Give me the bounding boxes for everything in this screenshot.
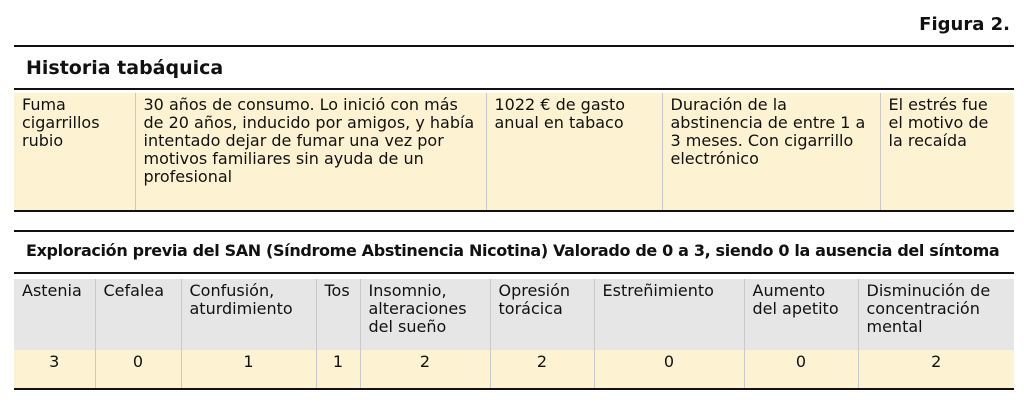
symptom-insomnio: Insomnio, alteraciones del sueño [360,279,490,353]
exploration-top-rule [14,230,1014,232]
history-title: Historia tabáquica [26,57,224,79]
symptom-cefalea: Cefalea [95,279,181,353]
history-cell-type: Fuma cigarrillos rubio [22,95,100,150]
top-rule [14,45,1014,47]
history-row [14,93,1014,210]
history-cell-consumption: 30 años de consumo. Lo inició con más de 20 años, inducido por amigos, y había intentado dejar de fumar una vez por motivos familiares sin ayuda de un profesional [135,93,486,210]
value-cefalea: 0 [95,350,181,389]
value-concentracion: 2 [858,350,1014,389]
figure-label: Figura 2. [919,14,1010,35]
history-rule [14,88,1014,90]
symptom-estrenimiento: Estreñimiento [594,279,744,353]
value-apetito: 0 [744,350,858,389]
symptom-apetito: Aumento del apetito [744,279,858,353]
symptoms-header-row [14,279,1014,353]
symptoms-values-table [14,350,1014,389]
symptom-tos: Tos [316,279,360,353]
symptoms-header-table [14,279,1014,353]
exploration-rule [14,272,1014,274]
bottom-rule [14,388,1014,390]
value-insomnio: 2 [360,350,490,389]
symptom-opresion: Opresión torácica [490,279,594,353]
symptom-astenia: Astenia [22,281,82,300]
symptom-concentracion: Disminución de concentración mental [858,279,1014,353]
value-astenia: 3 [49,352,60,371]
history-cell-abstinence: Duración de la abstinencia de entre 1 a 3 meses. Con cigarrillo electrónico [662,93,880,210]
history-cell-relapse: El estrés fue el motivo de la recaída [880,93,1014,210]
value-tos: 1 [316,350,360,389]
symptom-confusion: Confusión, aturdimiento [181,279,316,353]
value-confusion: 1 [181,350,316,389]
history-bottom-rule [14,210,1014,212]
history-table [14,93,1014,210]
history-cell-spending: 1022 € de gasto anual en tabaco [486,93,662,210]
value-estrenimiento: 0 [594,350,744,389]
value-opresion: 2 [490,350,594,389]
exploration-title: Exploración previa del SAN (Síndrome Abstinencia Nicotina) Valorado de 0 a 3, siendo 0 la ausencia del síntoma [26,241,1000,260]
symptoms-values-row [14,350,1014,389]
